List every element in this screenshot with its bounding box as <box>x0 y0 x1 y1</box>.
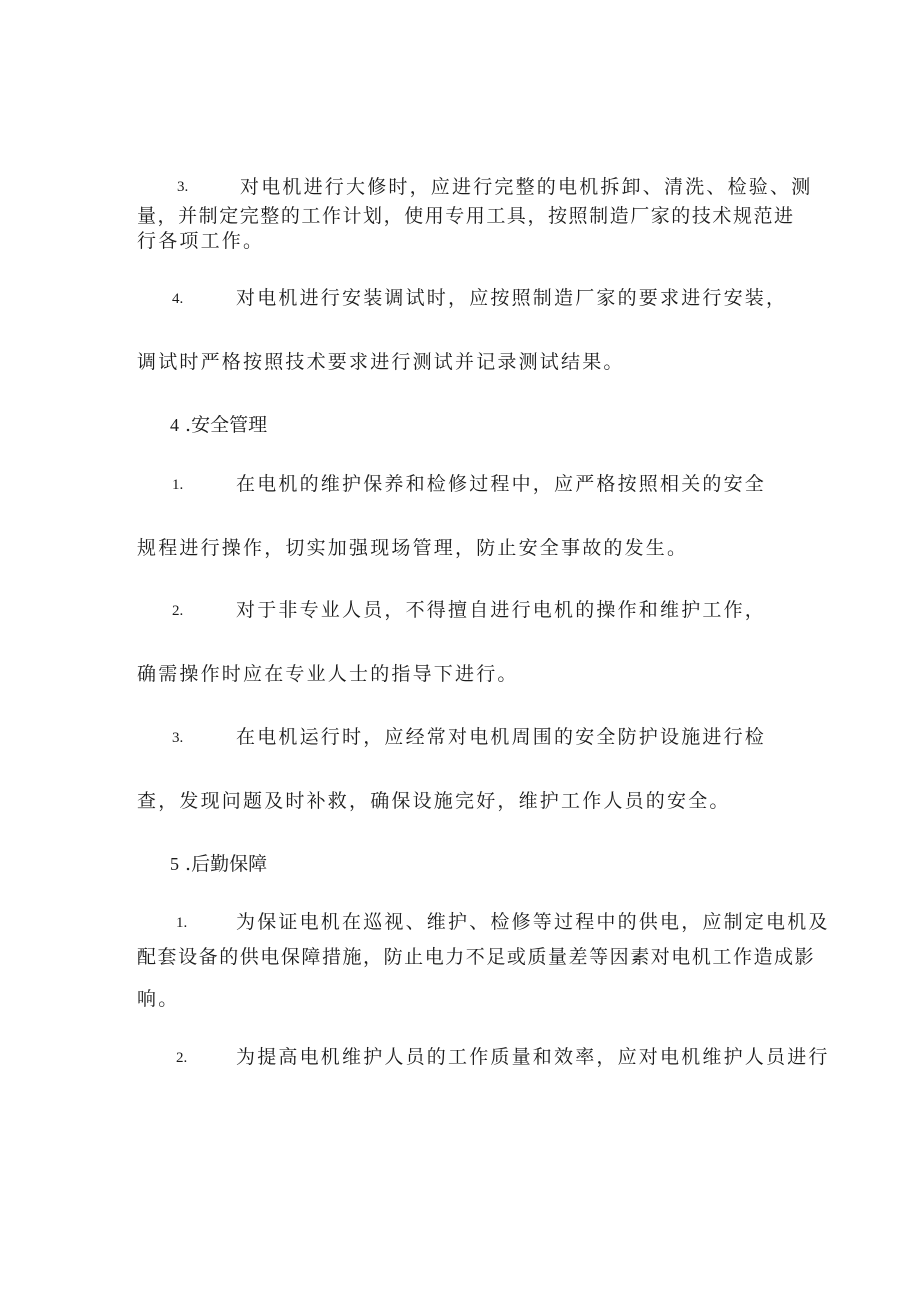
list-number: 3. <box>172 730 184 746</box>
section-number: 5 <box>170 854 179 874</box>
list-number: 1. <box>172 477 184 493</box>
paragraph-line: 对电机进行安装调试时，应按照制造厂家的要求进行安装， <box>236 287 788 309</box>
list-number: 4. <box>172 291 184 307</box>
list-number: 3. <box>177 179 189 195</box>
paragraph-line: 规程进行操作，切实加强现场管理，防止安全事故的发生。 <box>137 537 689 559</box>
paragraph-line: 在电机的维护保养和检修过程中，应严格按照相关的安全 <box>236 473 767 495</box>
paragraph-line: 量，并制定完整的工作计划，使用专用工具，按照制造厂家的技术规范进 <box>137 205 795 227</box>
section-heading <box>170 851 267 877</box>
paragraph-line: 对电机进行大修时，应进行完整的电机拆卸、清洗、检验、测 <box>240 176 813 198</box>
paragraph-line: 确需操作时应在专业人士的指导下进行。 <box>137 663 519 685</box>
paragraph-line: 为提高电机维护人员的工作质量和效率，应对电机维护人员进行 <box>236 1046 830 1068</box>
list-number: 1. <box>176 915 188 931</box>
paragraph-line: 调试时严格按照技术要求进行测试并记录测试结果。 <box>137 351 625 373</box>
list-number: 2. <box>172 603 184 619</box>
paragraph-line: 为保证电机在巡视、维护、检修等过程中的供电，应制定电机及 <box>236 911 830 933</box>
section-title: .后勤保障 <box>185 853 268 875</box>
section-title: .安全管理 <box>185 414 268 436</box>
paragraph-line: 对于非专业人员，不得擅自进行电机的操作和维护工作， <box>236 599 767 621</box>
list-number: 2. <box>176 1050 188 1066</box>
paragraph-line: 响。 <box>137 988 180 1010</box>
section-number: 4 <box>170 415 179 435</box>
paragraph-line: 配套设备的供电保障措施，防止电力不足或质量差等因素对电机工作造成影 <box>137 946 816 968</box>
paragraph-line: 行各项工作。 <box>137 230 265 252</box>
paragraph-line: 在电机运行时，应经常对电机周围的安全防护设施进行检 <box>236 726 767 748</box>
section-heading <box>170 412 267 438</box>
paragraph-line: 查，发现问题及时补救，确保设施完好，维护工作人员的安全。 <box>137 790 731 812</box>
